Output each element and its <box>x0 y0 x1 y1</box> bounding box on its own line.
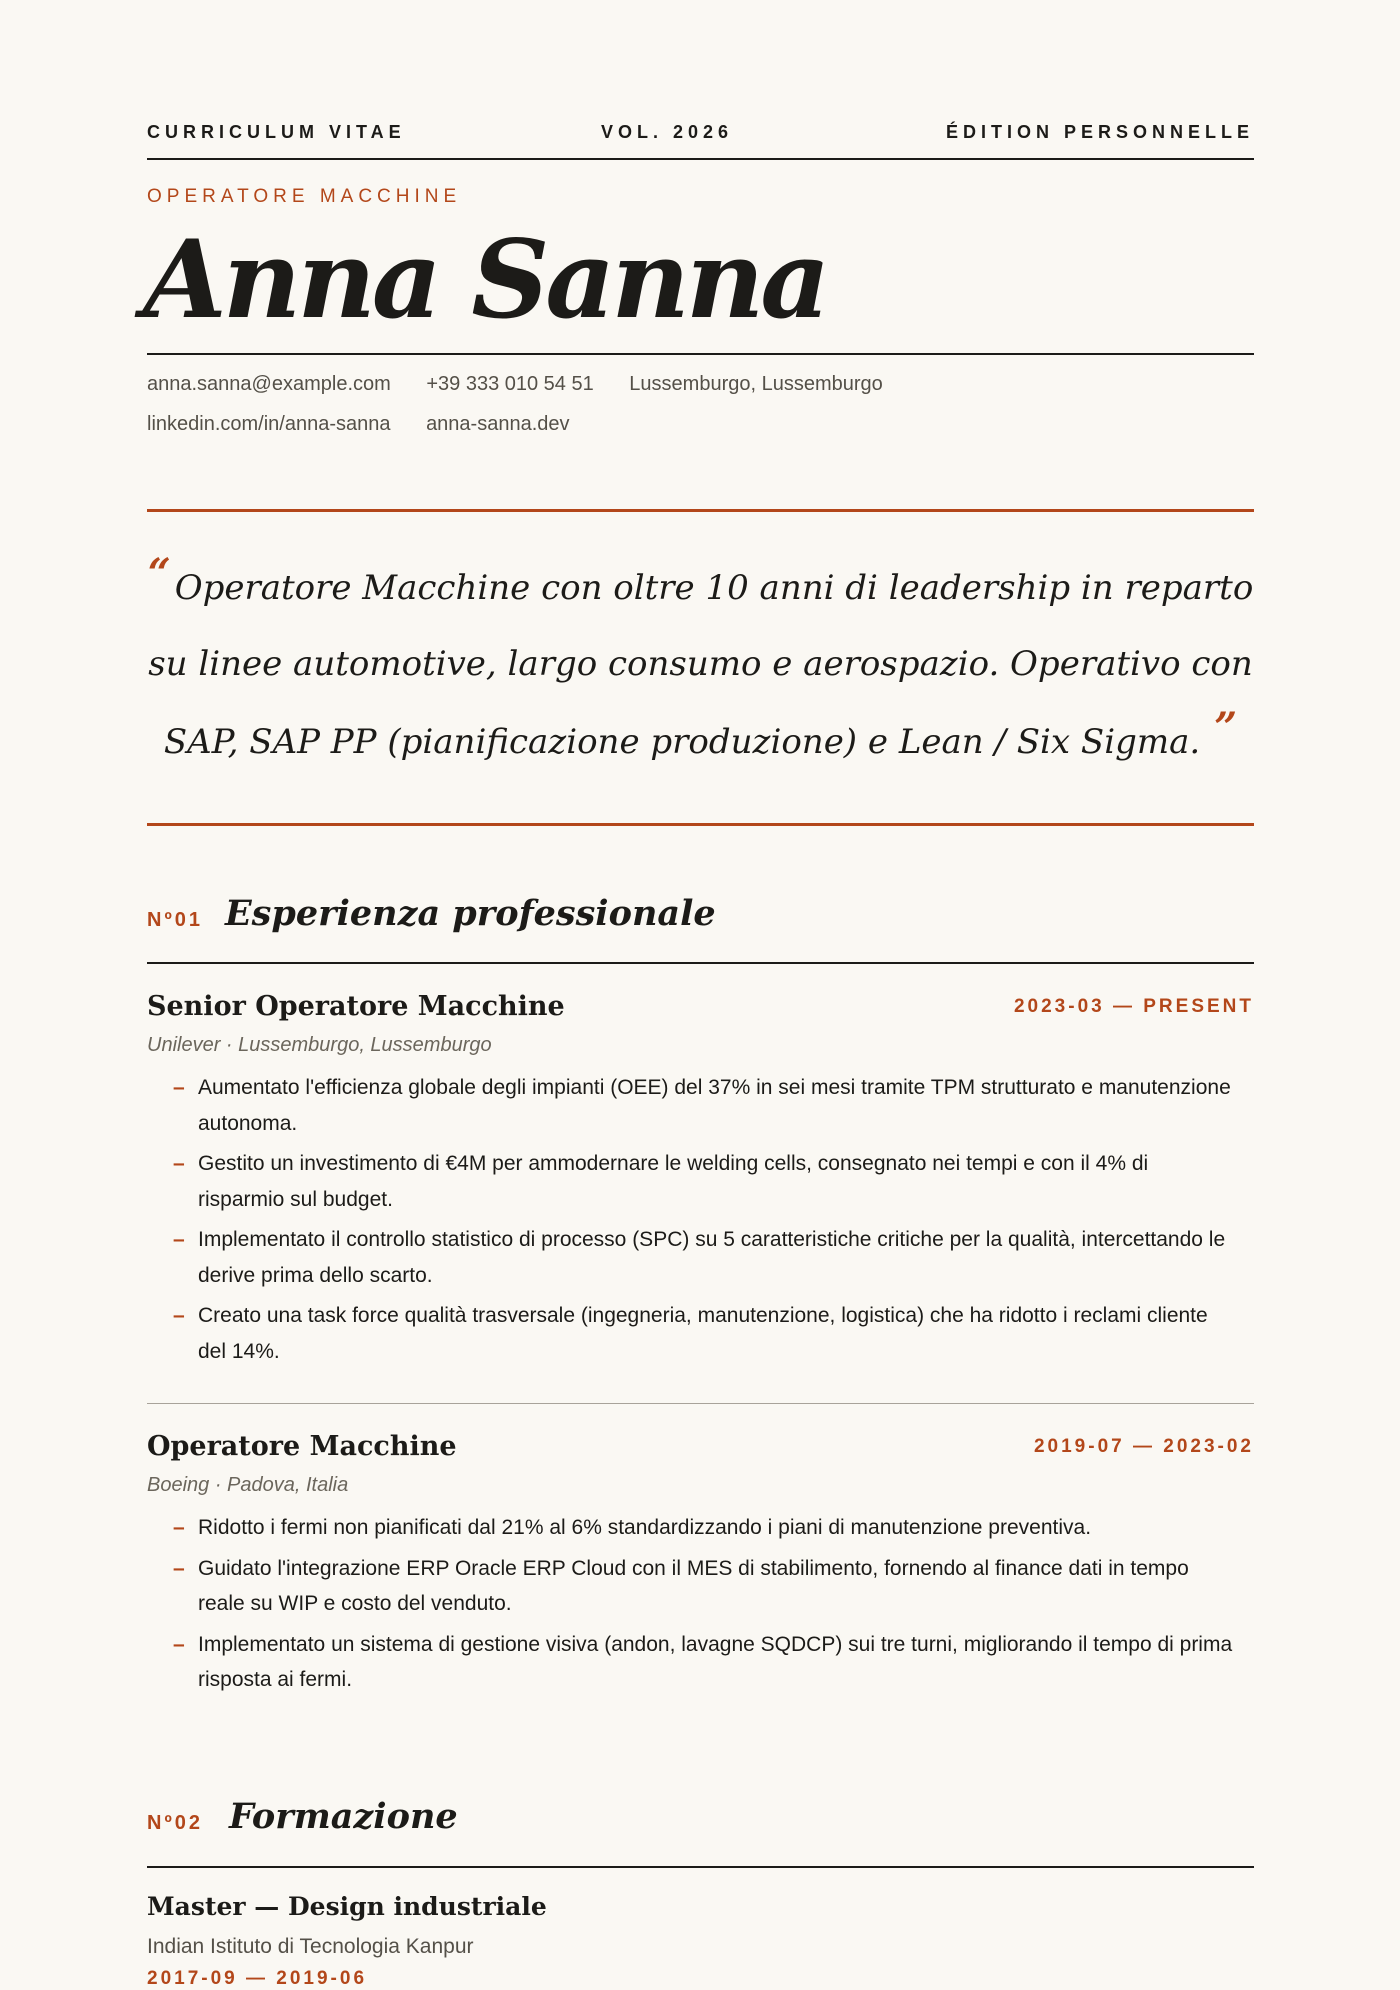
education-dates: 2017-09 — 2019-06 <box>147 1968 368 1989</box>
degree-title: Master — Design industriale <box>147 1892 547 1921</box>
dash-bullet-icon: – <box>173 1076 185 1099</box>
job-divider <box>147 1403 1254 1404</box>
achievement-text: Implementato il controllo statistico di processo (SPC) su 5 caratteristiche critiche per la qualità, intercettando le derive prima dello scarto. <box>198 1228 1226 1287</box>
job-title: Senior Operatore Macchine <box>147 991 565 1022</box>
job-company: Unilever · Lussemburgo, Lussemburgo <box>147 1034 492 1056</box>
section-number: Nº02 <box>147 1812 203 1834</box>
summary-quote <box>147 548 1254 780</box>
achievement-item <box>147 1146 1254 1217</box>
contact-linkedin[interactable]: linkedin.com/in/anna-sanna <box>147 413 391 435</box>
achievement-list <box>147 1510 1254 1703</box>
contact-row <box>147 373 913 396</box>
achievement-text: Creato una task force qualità trasversale (ingegneria, manutenzione, logistica) che ha ridotto i reclami cliente del 14%. <box>198 1304 1208 1363</box>
section-title: Esperienza professionale <box>225 893 716 934</box>
job-role: OPERATORE MACCHINE <box>147 186 462 207</box>
summary-rule-top <box>147 509 1254 512</box>
summary-text: Operatore Macchine con oltre 10 anni di leadership in reparto su linee automotive, largo consumo e aerospazio. Operativo con SAP, SAP PP (pianificazione produzione) e Lean / Six Sigma. <box>148 568 1254 762</box>
education-section-header <box>147 1796 1254 1851</box>
institution-name: Indian Istituto di Tecnologia Kanpur <box>147 1935 474 1958</box>
dash-bullet-icon: – <box>173 1632 185 1656</box>
achievement-item <box>147 1222 1254 1293</box>
achievement-text: Gestito un investimento di €4M per ammodernare le welding cells, consegnato nei tempi e con il 4% di risparmio sul budget. <box>198 1152 1149 1211</box>
section-number: Nº01 <box>147 909 203 931</box>
section-rule <box>147 1866 1254 1868</box>
person-name: Anna Sanna <box>143 217 827 343</box>
summary-rule-bottom <box>147 823 1254 826</box>
masthead-center: VOL. 2026 <box>601 122 734 142</box>
job-title: Operatore Macchine <box>147 1431 457 1462</box>
masthead <box>147 122 1254 144</box>
achievement-item <box>147 1551 1254 1622</box>
contact-website[interactable]: anna-sanna.dev <box>426 413 570 435</box>
job-company: Boeing · Padova, Italia <box>147 1474 349 1496</box>
achievement-item <box>147 1298 1254 1369</box>
achievement-text: Guidato l'integrazione ERP Oracle ERP Cloud con il MES di stabilimento, fornendo al finance dati in tempo reale su WIP e costo del venduto. <box>198 1556 1189 1615</box>
section-rule <box>147 962 1254 964</box>
dash-bullet-icon: – <box>173 1304 185 1327</box>
masthead-rule <box>147 158 1254 160</box>
achievement-item <box>147 1627 1254 1698</box>
dash-bullet-icon: – <box>173 1516 185 1539</box>
masthead-left: CURRICULUM VITAE <box>147 122 406 142</box>
experience-section-header <box>147 893 1254 948</box>
achievement-text: Aumentato l'efficienza globale degli impianti (OEE) del 37% in sei mesi tramite TPM strutturato e manutenzione autonoma. <box>198 1076 1231 1135</box>
contact-phone[interactable]: +39 333 010 54 51 <box>426 373 594 395</box>
close-quote-mark: ” <box>1214 704 1238 751</box>
open-quote-mark: “ <box>147 550 171 597</box>
contact-location: Lussemburgo, Lussemburgo <box>629 373 883 395</box>
achievement-text: Implementato un sistema di gestione visiva (andon, lavagne SQDCP) sui tre turni, migliorando il tempo di prima risposta ai fermi. <box>198 1632 1233 1691</box>
contact-email[interactable]: anna.sanna@example.com <box>147 373 391 395</box>
contact-row <box>147 413 600 436</box>
achievement-text: Ridotto i fermi non pianificati dal 21% al 6% standardizzando i piani di manutenzione preventiva. <box>198 1516 1092 1539</box>
dash-bullet-icon: – <box>173 1152 185 1175</box>
section-title: Formazione <box>229 1796 458 1837</box>
job-dates: 2023-03 — PRESENT <box>1013 996 1254 1017</box>
masthead-right: ÉDITION PERSONNELLE <box>945 122 1254 142</box>
achievement-list <box>147 1070 1254 1374</box>
job-dates: 2019-07 — 2023-02 <box>1033 1436 1254 1457</box>
dash-bullet-icon: – <box>173 1228 185 1251</box>
dash-bullet-icon: – <box>173 1556 185 1580</box>
achievement-item <box>147 1070 1254 1141</box>
name-rule <box>147 353 1254 355</box>
achievement-item <box>147 1510 1254 1546</box>
